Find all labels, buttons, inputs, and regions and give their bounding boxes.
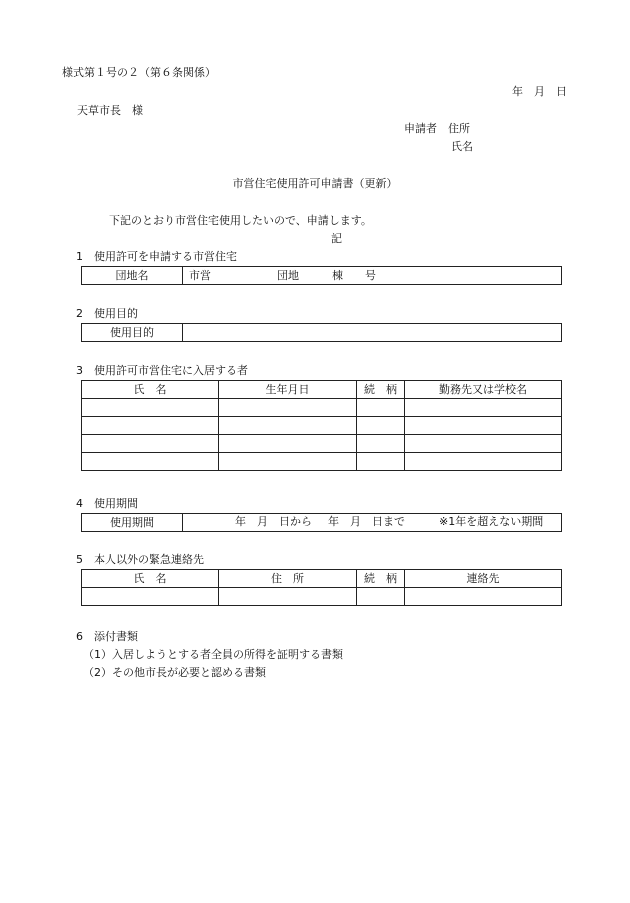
form-code: 様式第１号の２（第６条関係） bbox=[62, 66, 216, 79]
contact-address-cell[interactable] bbox=[219, 588, 357, 606]
occupants-table bbox=[81, 380, 562, 471]
addressee: 天草市長 様 bbox=[77, 104, 143, 117]
contact-header-name: 氏 名 bbox=[82, 570, 219, 588]
occupant-birthdate-cell[interactable] bbox=[219, 435, 357, 453]
occupant-birthdate-cell[interactable] bbox=[219, 399, 357, 417]
period-from: 年 月 日から bbox=[235, 515, 312, 528]
table-row bbox=[82, 417, 562, 435]
ki-mark: 記 bbox=[331, 232, 342, 245]
attachment-item-1: （1）入居しようとする者全員の所得を証明する書類 bbox=[83, 648, 343, 661]
purpose-label: 使用目的 bbox=[82, 324, 183, 342]
section4-heading: 4 使用期間 bbox=[76, 497, 138, 510]
section1-table bbox=[81, 266, 562, 285]
section6-heading: 6 添付書類 bbox=[76, 630, 138, 643]
table-row bbox=[82, 453, 562, 471]
contact-header-address: 住 所 bbox=[219, 570, 357, 588]
attachment-item-2: （2）その他市長が必要と認める書類 bbox=[83, 666, 266, 679]
purpose-value[interactable] bbox=[183, 324, 562, 342]
section2-heading: 2 使用目的 bbox=[76, 307, 138, 320]
period-value[interactable] bbox=[183, 514, 562, 532]
section5-heading: 5 本人以外の緊急連絡先 bbox=[76, 553, 204, 566]
section2-table bbox=[81, 323, 562, 342]
occupant-birthdate-cell[interactable] bbox=[219, 453, 357, 471]
occupant-workplace-cell[interactable] bbox=[405, 453, 562, 471]
applicant-name-label: 氏名 bbox=[451, 140, 473, 153]
period-to: 年 月 日まで bbox=[328, 515, 405, 528]
period-note: ※1年を超えない期間 bbox=[439, 515, 544, 528]
estate-name-value[interactable]: 市営 団地 棟 号 bbox=[183, 267, 562, 285]
occupants-header-birthdate: 生年月日 bbox=[219, 381, 357, 399]
contact-header-phone: 連絡先 bbox=[405, 570, 562, 588]
contact-header-relation: 続 柄 bbox=[357, 570, 405, 588]
occupants-header-workplace: 勤務先又は学校名 bbox=[405, 381, 562, 399]
occupant-birthdate-cell[interactable] bbox=[219, 417, 357, 435]
occupant-relation-cell[interactable] bbox=[357, 417, 405, 435]
date-line: 年 月 日 bbox=[512, 85, 567, 98]
table-row bbox=[82, 588, 562, 606]
applicant-address-label: 申請者 住所 bbox=[404, 122, 470, 135]
emergency-contact-table bbox=[81, 569, 562, 606]
contact-relation-cell[interactable] bbox=[357, 588, 405, 606]
table-row bbox=[82, 399, 562, 417]
period-label: 使用期間 bbox=[82, 514, 183, 532]
occupant-workplace-cell[interactable] bbox=[405, 417, 562, 435]
occupant-relation-cell[interactable] bbox=[357, 453, 405, 471]
document-title: 市営住宅使用許可申請書（更新） bbox=[232, 177, 398, 190]
period-table bbox=[81, 513, 562, 532]
occupant-relation-cell[interactable] bbox=[357, 435, 405, 453]
intro-text: 下記のとおり市営住宅使用したいので、申請します。 bbox=[109, 214, 372, 227]
contact-name-cell[interactable] bbox=[82, 588, 219, 606]
occupant-name-cell[interactable] bbox=[82, 417, 219, 435]
occupants-header-name: 氏 名 bbox=[82, 381, 219, 399]
occupant-workplace-cell[interactable] bbox=[405, 399, 562, 417]
section3-heading: 3 使用許可市営住宅に入居する者 bbox=[76, 364, 248, 377]
occupant-name-cell[interactable] bbox=[82, 399, 219, 417]
occupant-name-cell[interactable] bbox=[82, 435, 219, 453]
section1-heading: 1 使用許可を申請する市営住宅 bbox=[76, 250, 237, 263]
occupants-header-relation: 続 柄 bbox=[357, 381, 405, 399]
occupant-name-cell[interactable] bbox=[82, 453, 219, 471]
table-row bbox=[82, 435, 562, 453]
estate-name-label: 団地名 bbox=[82, 267, 183, 285]
occupant-relation-cell[interactable] bbox=[357, 399, 405, 417]
occupant-workplace-cell[interactable] bbox=[405, 435, 562, 453]
contact-phone-cell[interactable] bbox=[405, 588, 562, 606]
